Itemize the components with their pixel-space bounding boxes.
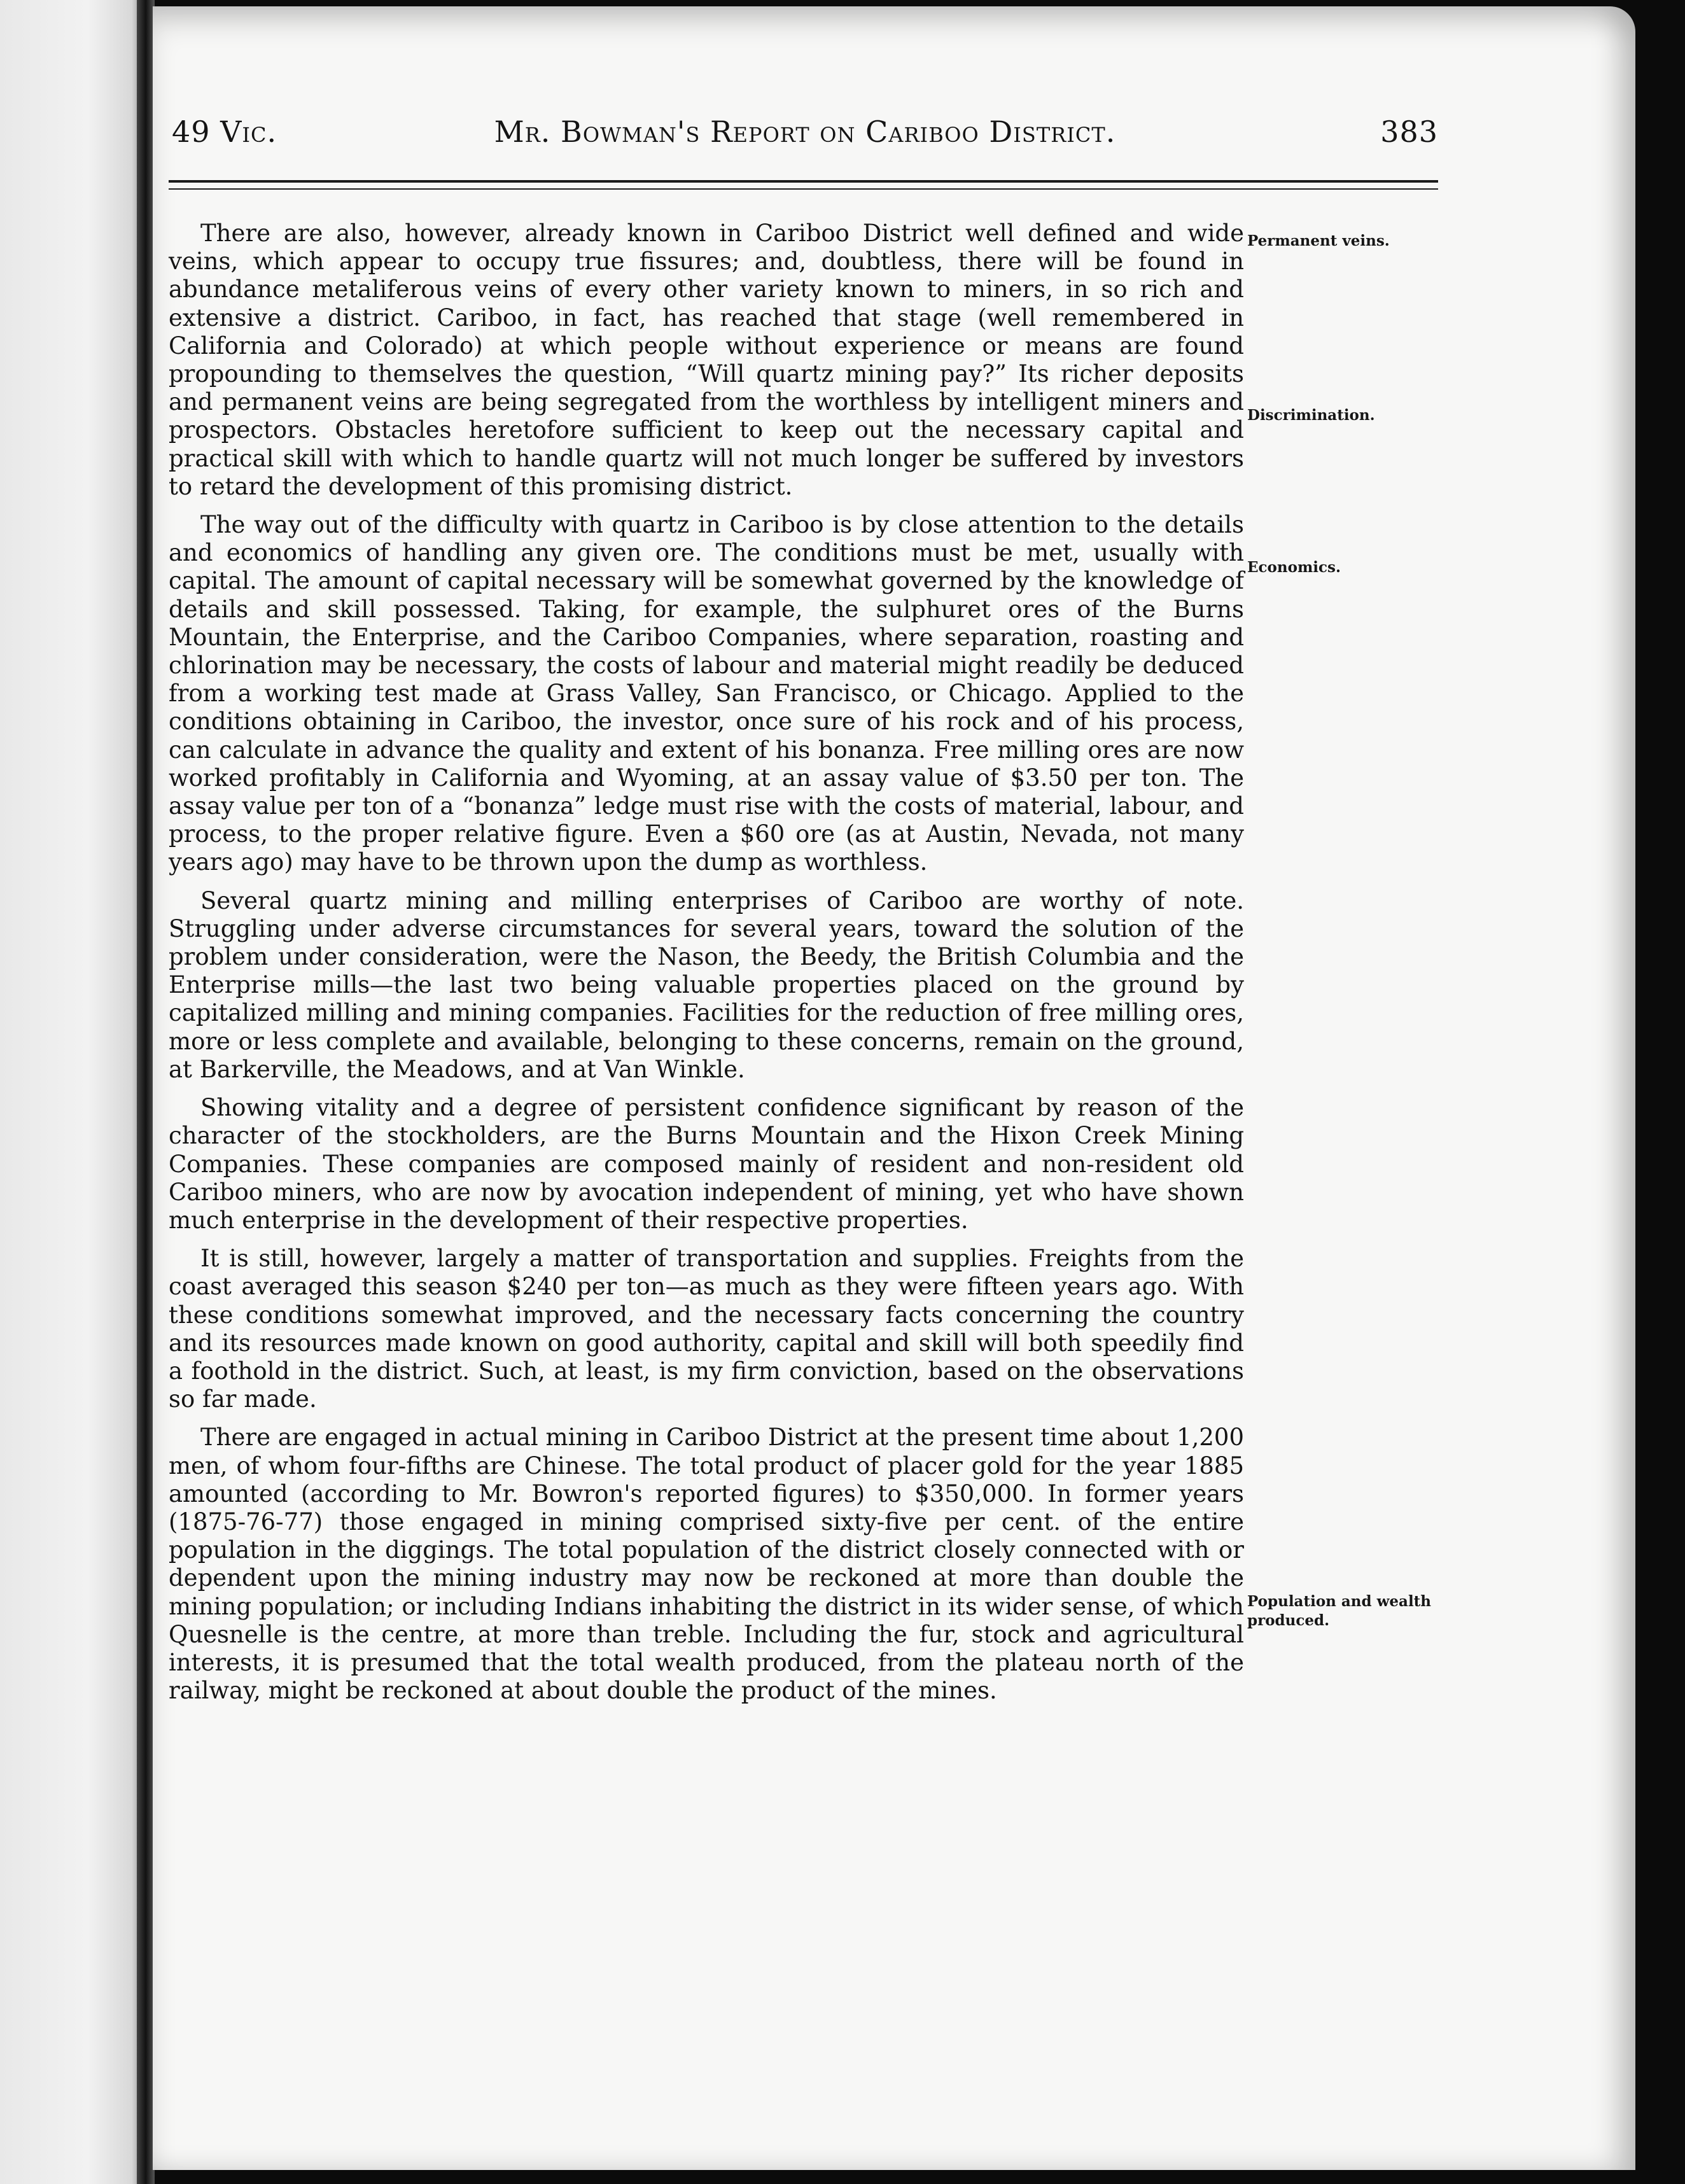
- margin-note-economics: Economics.: [1247, 559, 1341, 576]
- running-head: [172, 115, 1438, 159]
- paragraph-economics: The way out of the difficulty with quartz in Cariboo is by close attention to the details and economics of handling any given ore. The conditions must be met, usually with capital. The amount of capital necessary will be somewhat governed by the knowledge of details and skill possessed. Taking, for example, the sulphuret ores of the Burns Mountain, the Enterprise, and the Cariboo Companies, where separation, roasting and chlorination may be necessary, the costs of labour and material might readily be deduced from a working test made at Grass Valley, San Francisco, or Chicago. Applied to the conditions obtaining in Cariboo, the investor, once sure of his rock and of his process, can calculate in advance the quality and extent of his bonanza. Free milling ores are now worked profitably in California and Wyoming, at an assay value of $3.50 per ton. The assay value per ton of a “bonanza” ledge must rise with the costs of material, labour, and process, to the proper relative figure. Even a $60 ore (as at Austin, Nevada, not many years ago) may have to be thrown upon the dump as worthless.: [169, 511, 1244, 876]
- paragraph-milling-enterprises: Several quartz mining and milling enterprises of Cariboo are worthy of note. Struggling under adverse circumstances for several years, toward the solution of the problem under consideration, were the Nason, the Beedy, the British Columbia and the Enterprise mills—the last two being valuable properties placed on the ground by capitalized milling and mining companies. Facilities for the reduction of free milling ores, more or less complete and available, belonging to these concerns, remain on the ground, at Barkerville, the Meadows, and at Van Winkle.: [169, 886, 1244, 1083]
- paragraph-mining-companies: Showing vitality and a degree of persistent confidence significant by reason of the character of the stockholders, are the Burns Mountain and the Hixon Creek Mining Companies. These companies are composed mainly of resident and non-resident old Cariboo miners, who are now by avocation independent of mining, yet who have shown much enterprise in the development of their respective properties.: [169, 1094, 1244, 1234]
- paragraph-population: There are engaged in actual mining in Cariboo District at the present time about 1,200 men, of whom four-fifths are Chinese. The total product of placer gold for the year 1885 amounted (according to Mr. Bowron's reported figures) to $350,000. In former years (1875-76-77) those engaged in mining comprised sixty-five per cent. of the entire population in the diggings. The total population of the district closely connected with or dependent upon the mining industry may now be reckoned at more than double the mining population; or including Indians inhabiting the district in its wider sense, of which Quesnelle is the centre, at more than treble. Including the fur, stock and agricultural interests, it is presumed that the total wealth produced, from the plateau north of the railway, might be reckoned at about double the product of the mines.: [169, 1424, 1244, 1705]
- facing-page-edge: [0, 0, 146, 2184]
- margin-note-population: Population and wealth produced.: [1247, 1593, 1432, 1629]
- book-gutter: [137, 0, 155, 2184]
- header-session: 49 Vic.: [172, 115, 277, 149]
- header-rule-thin: [169, 188, 1438, 190]
- body-text: [169, 220, 1244, 1715]
- paragraph-transportation: It is still, however, largely a matter of transportation and supplies. Freights from the coast averaged this season $240 per ton—as much as they were fifteen years ago. With these conditions somewhat improved, and the necessary facts concerning the country and its resources made known on good authority, capital and skill will both speedily find a foothold in the district. Such, at least, is my firm conviction, based on the observations so far made.: [169, 1245, 1244, 1413]
- header-rule-thick: [169, 180, 1438, 183]
- margin-note-permanent-veins: Permanent veins.: [1247, 232, 1390, 249]
- margin-note-discrimination: Discrimination.: [1247, 407, 1375, 424]
- paragraph-permanent-veins: There are also, however, already known in Cariboo District well defined and wide veins, which appear to occupy true fissures; and, doubtless, there will be found in abundance metaliferous veins of every other variety known to miners, in so rich and extensive a district. Cariboo, in fact, has reached that stage (well remembered in California and Colorado) at which people without experience or means are found propounding to themselves the question, “Will quartz mining pay?” Its richer deposits and permanent veins are being segregated from the worthless by intelligent miners and prospectors. Obstacles heretofore sufficient to keep out the necessary capital and practical skill with which to handle quartz will not much longer be suffered by investors to retard the development of this promising district.: [169, 220, 1244, 500]
- header-title: Mr. Bowman's Report on Cariboo District.: [494, 115, 1116, 149]
- page-number: 383: [1380, 115, 1438, 149]
